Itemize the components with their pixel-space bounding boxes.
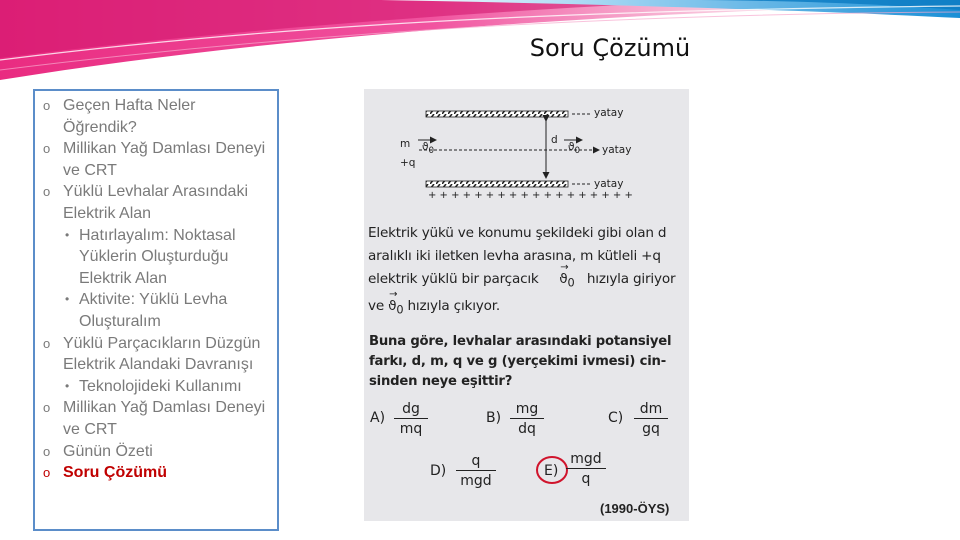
bullet-circle-icon: o xyxy=(43,443,51,459)
option-d-fraction: q mgd xyxy=(456,453,496,489)
gap-label: d xyxy=(551,134,558,146)
agenda-item[interactable]: o Yüklü Levhalar Arasındaki Elektrik Alan xyxy=(43,183,248,222)
charge-label: +q xyxy=(400,157,416,169)
answer-circle-highlight xyxy=(535,455,569,485)
bottom-plate xyxy=(426,181,568,187)
velocity-vector-icon: → $ϑ_0$ xyxy=(388,295,403,322)
question-text: Buna göre, levhalar arasındaki potansiyel farkı, d, m, q ve g (yerçekimi ivmesi) cin- sinden neye eşittir? xyxy=(369,334,672,389)
problem-scan-image xyxy=(364,89,689,521)
top-plate xyxy=(426,111,568,117)
entry-velocity-label: $ϑ_0$ xyxy=(422,141,435,157)
bullet-circle-icon: o xyxy=(43,98,51,113)
bullet-circle-icon: o xyxy=(43,400,51,416)
agenda-item[interactable]: o Günün Özeti xyxy=(41,441,271,463)
bullet-circle-icon: o xyxy=(43,465,51,481)
bullet-circle-icon: o xyxy=(43,141,51,157)
slide-title: Soru Çözümü xyxy=(529,34,691,62)
bullet-circle-icon: o xyxy=(43,184,51,200)
velocity-vector-icon: → $ϑ_0$ xyxy=(559,268,574,295)
bullet-dot-icon: • xyxy=(65,227,70,242)
problem-statement: Elektrik yükü ve konumu şekildeki gibi olan d aralıklı iki iletken levha arasına, m kütleli +q elektrik yüklü bir parçacık → $ϑ_0$ hızıyla giriyor ve → $ϑ_0$ hızıyla çıkıyor. xyxy=(368,222,686,321)
option-e-label: E) xyxy=(544,463,559,479)
exit-velocity-label: $ϑ_0$ xyxy=(568,141,581,157)
agenda-item[interactable]: o Yüklü Parçacıkların Düzgün Elektrik Alandaki Davranışı xyxy=(43,334,261,374)
option-b-label: B) xyxy=(486,410,502,426)
option-c-fraction: $\frac{dm}{gq}$ xyxy=(634,401,668,437)
option-b-fraction: $\frac{mg}{dq}$ xyxy=(510,401,544,437)
plate-charges-label: + + + + + + + + + + + + + + + + + + xyxy=(428,190,633,201)
agenda-list xyxy=(41,95,271,484)
bullet-circle-icon: o xyxy=(43,335,51,351)
agenda-panel xyxy=(33,89,279,531)
bottom-plate-label: yatay xyxy=(594,178,624,190)
agenda-subitem[interactable]: • Teknolojideki Kullanımı xyxy=(41,376,271,398)
middle-label: yatay xyxy=(602,144,632,156)
bullet-dot-icon: • xyxy=(65,378,70,393)
source-citation: (1990-ÖYS) xyxy=(600,501,670,516)
option-a-fraction: $\frac{dg}{mq}$ xyxy=(394,401,428,437)
agenda-subitem[interactable]: • Aktivite: Yüklü Levha Oluşturalım xyxy=(65,291,228,330)
agenda-item[interactable]: o Millikan Yağ Damlası Deneyi ve CRT xyxy=(43,399,266,438)
bullet-dot-icon: • xyxy=(65,292,70,307)
mass-label: m xyxy=(400,138,411,150)
option-d-label: D) xyxy=(430,463,447,479)
top-plate-label: yatay xyxy=(594,107,624,119)
option-e-fraction: mgd q xyxy=(566,451,606,487)
agenda-item[interactable]: o Geçen Hafta Neler Öğrendik? xyxy=(43,97,196,136)
agenda-subitem[interactable]: • Hatırlayalım: Noktasal Yüklerin Oluşturduğu Elektrik Alan xyxy=(65,226,236,287)
agenda-item-active[interactable]: o Soru Çözümü xyxy=(41,462,271,484)
option-a-label: A) xyxy=(370,410,386,426)
agenda-item[interactable]: o Millikan Yağ Damlası Deneyi ve CRT xyxy=(43,140,266,179)
option-c-label: C) xyxy=(608,410,624,426)
